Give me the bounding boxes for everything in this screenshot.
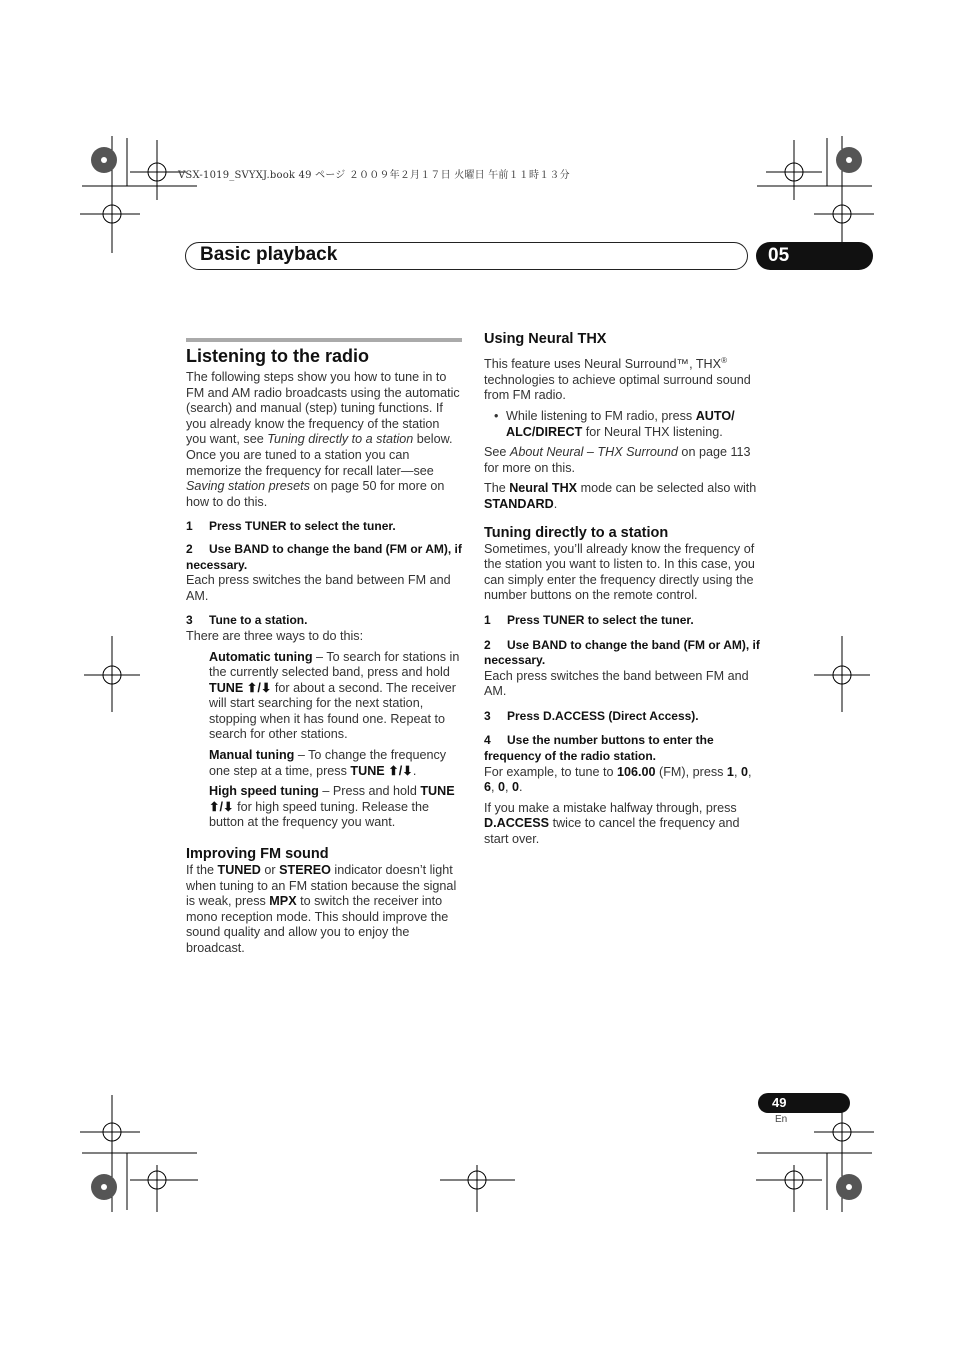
chapter-title: Basic playback — [200, 244, 338, 265]
step-3-body: There are three ways to do this: — [186, 628, 364, 643]
step-2: 2 Use BAND to change the band (FM or AM), if necessary. — [186, 541, 462, 572]
high-speed-tuning: High speed tuning – Press and hold TUNE ⬆/⬇ for high speed tuning. Release the button at the frequency you want. — [209, 784, 455, 830]
step-2-body: Each press switches the band between FM and AM. — [186, 573, 451, 603]
right-column — [484, 330, 760, 848]
section-heading-fm: Improving FM sound — [186, 846, 329, 863]
left-column — [186, 338, 462, 957]
direct-mistake: If you make a mistake halfway through, press D.ACCESS twice to cancel the frequency and start over. — [484, 800, 740, 847]
thx-bullet: • While listening to FM radio, press AUTO/ ALC/DIRECT for Neural THX listening. — [484, 409, 760, 440]
thx-mode: The Neural THX mode can be selected also with STANDARD. — [484, 481, 757, 511]
thx-see: See About Neural – THX Surround on page 113 for more on this. — [484, 445, 751, 475]
section-heading-listening: Listening to the radio — [186, 346, 369, 366]
fm-paragraph: If the TUNED or STEREO indicator doesn’t light when tuning to an FM station because the signal is weak, press MPX to switch the receiver into mono reception mode. This should improve the sound quality and allow you to enjoy the broadcast. — [186, 863, 457, 955]
direct-step-4: 4 Use the number buttons to enter the frequency of the radio station. — [484, 733, 714, 764]
direct-step-2-body: Each press switches the band between FM and AM. — [484, 668, 749, 699]
print-header: VSX-1019_SVYXJ.book 49 ページ ２００９年２月１７日 火曜日 午前１１時１３分 — [178, 170, 570, 181]
section-heading-thx: Using Neural THX — [484, 331, 607, 347]
step-3: 3 Tune to a station. — [186, 613, 308, 628]
direct-example: For example, to tune to 106.00 (FM), press 1, 0, 6, 0, 0. — [484, 764, 752, 795]
chapter-number: 05 — [756, 242, 873, 270]
section-heading-direct: Tuning directly to a station — [484, 524, 669, 541]
direct-step-1: 1 Press TUNER to select the tuner. — [484, 612, 694, 627]
automatic-tuning: Automatic tuning – To search for stations in the currently selected band, press and hold TUNE ⬆/⬇ for about a second. The receiver will start searching for the next station, stopping when it has found one. Repeat to search for other stations. — [209, 649, 460, 742]
intro-paragraph: The following steps show you how to tune in to FM and AM radio broadcasts using the automatic (search) and manual (step) tuning functions. If you already know the frequency of the station you want, see Tuning directly to a station below. Once you are tuned to a station you can memorize the frequency for recall later—see Saving station presets on page 50 for more on how to do this. — [186, 370, 460, 509]
language-label: En — [775, 1114, 788, 1125]
manual-tuning: Manual tuning – To change the frequency one step at a time, press TUNE ⬆/⬇. — [209, 748, 447, 778]
direct-intro: Sometimes, you’ll already know the frequency of the station you want to listen to. In this case, you can simply enter the frequency directly using the number buttons on the remote control. — [484, 541, 755, 603]
step-1: 1 Press TUNER to select the tuner. — [186, 519, 396, 534]
section-rule — [186, 338, 462, 342]
thx-intro: This feature uses Neural Surround™, THX® technologies to achieve optimal surround sound from FM radio. — [484, 356, 751, 403]
page-number: 49 — [758, 1093, 850, 1113]
direct-step-3: 3 Press D.ACCESS (Direct Access). — [484, 708, 699, 723]
direct-step-2: 2 Use BAND to change the band (FM or AM), if necessary. — [484, 637, 760, 668]
